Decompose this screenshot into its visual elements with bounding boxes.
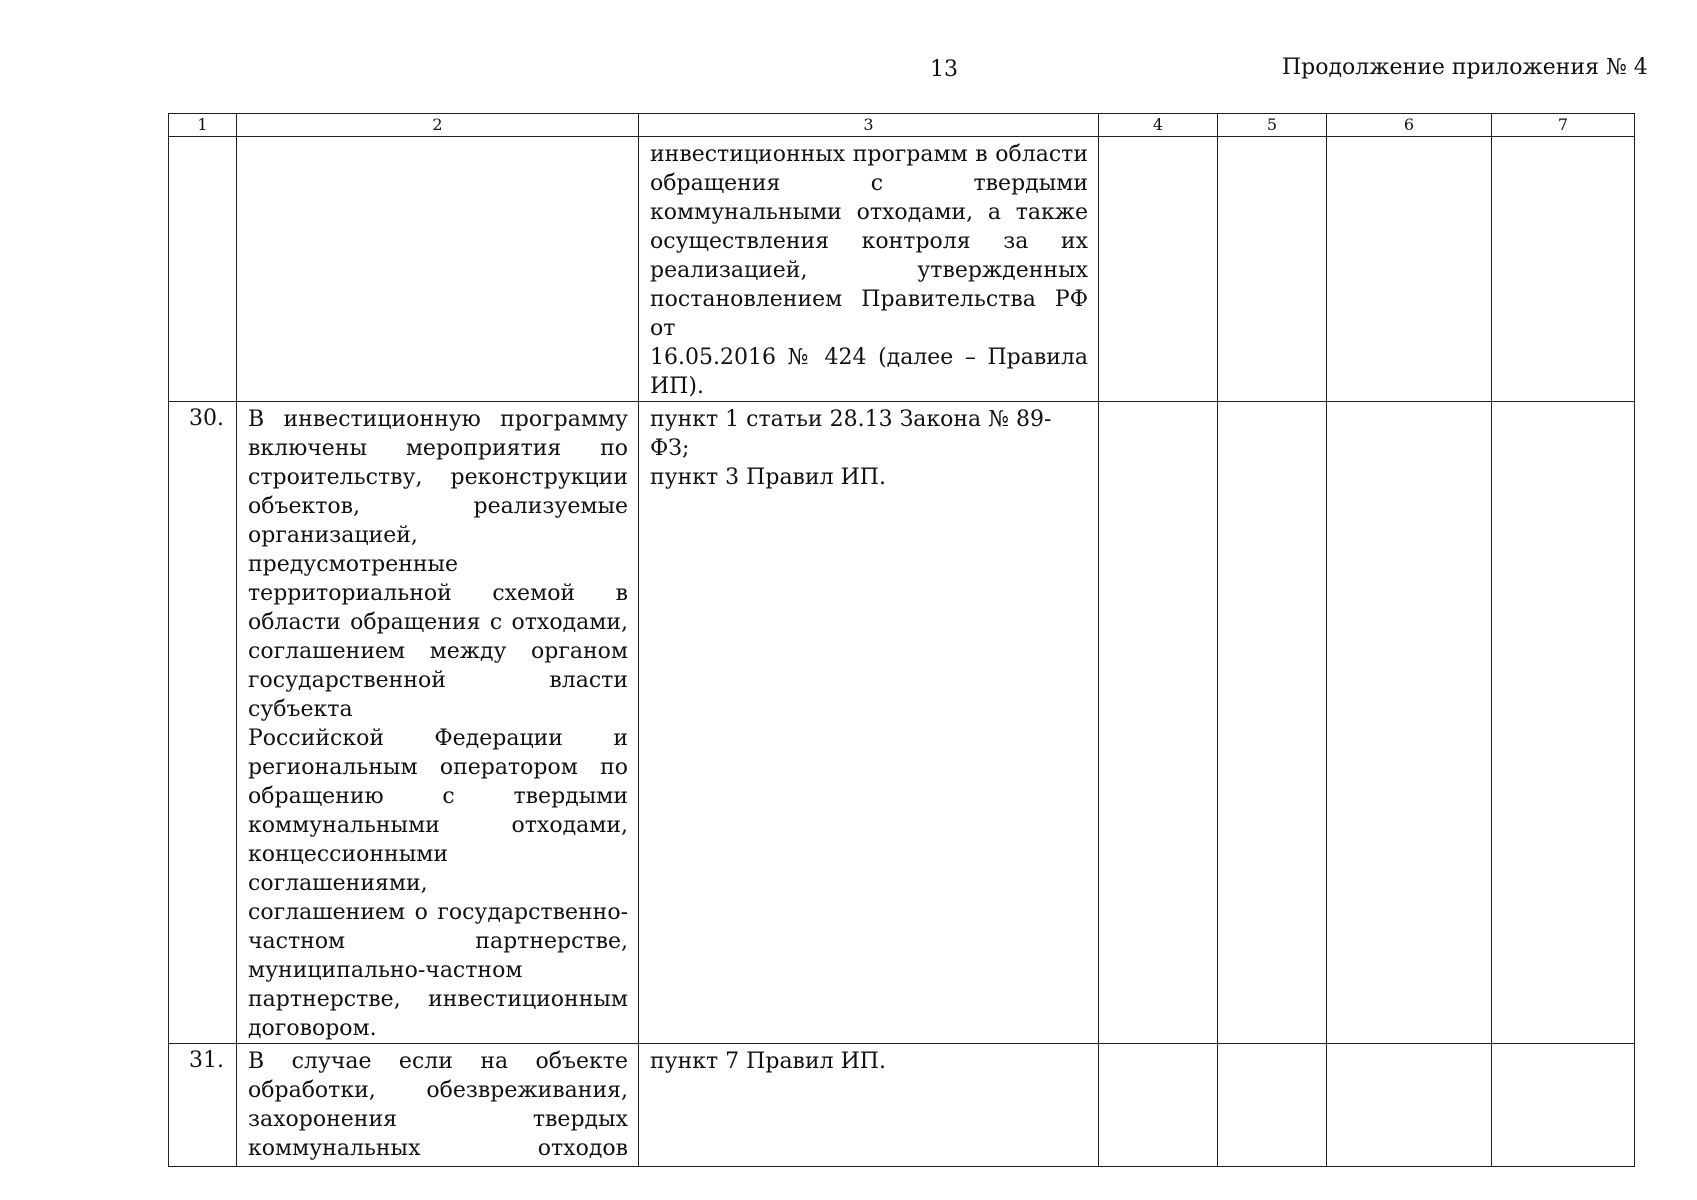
text-line: концессионными соглашениями, xyxy=(248,842,448,896)
row-number: 30. xyxy=(169,402,237,1044)
text-line: соглашением о государственно- xyxy=(248,900,628,925)
text-line: пункт 3 Правил ИП. xyxy=(650,465,886,490)
text-line: объектов, реализуемые xyxy=(248,494,628,519)
text-line: В инвестиционную программу xyxy=(248,407,628,432)
text-line: частном партнерстве, xyxy=(248,929,628,954)
text-line: пункт 1 статьи 28.13 Закона № 89-ФЗ; xyxy=(650,407,1052,461)
text-line: Российской Федерации и xyxy=(248,726,628,751)
empty-cell xyxy=(1492,1044,1635,1167)
text-line: строительству, реконструкции xyxy=(248,465,628,490)
text-line: коммунальными отходами, а также xyxy=(650,200,1088,225)
text-line: обращения с твердыми xyxy=(650,171,1088,196)
text-line: реализацией, утвержденных xyxy=(650,258,1088,283)
requirement-cell xyxy=(237,137,639,402)
legal-basis-cell xyxy=(639,1044,1099,1167)
table-row xyxy=(169,137,1635,402)
text-line: партнерстве, инвестиционным xyxy=(248,987,628,1012)
column-header-4: 4 xyxy=(1099,114,1218,137)
text-line: пункт 7 Правил ИП. xyxy=(650,1049,886,1074)
legal-basis-cell xyxy=(639,137,1099,402)
text-line: осуществления контроля за их xyxy=(650,229,1088,254)
column-header-1: 1 xyxy=(169,114,237,137)
empty-cell xyxy=(1327,137,1492,402)
requirement-cell xyxy=(237,1044,639,1167)
column-header-3: 3 xyxy=(639,114,1099,137)
column-header-5: 5 xyxy=(1218,114,1327,137)
text-line: государственной власти субъекта xyxy=(248,668,628,722)
empty-cell xyxy=(1492,402,1635,1044)
legal-basis-cell xyxy=(639,402,1099,1044)
empty-cell xyxy=(1099,1044,1218,1167)
empty-cell xyxy=(1218,137,1327,402)
page-number: 13 xyxy=(930,57,958,82)
text-line: коммунальных отходов xyxy=(248,1136,628,1161)
table-row xyxy=(169,1044,1635,1167)
continuation-title: Продолжение приложения № 4 xyxy=(1282,55,1648,80)
text-line: соглашением между органом xyxy=(248,639,628,664)
text-line: области обращения с отходами, xyxy=(248,610,628,635)
text-line: обращению с твердыми xyxy=(248,784,628,809)
empty-cell xyxy=(1218,402,1327,1044)
empty-cell xyxy=(1327,1044,1492,1167)
column-number-row xyxy=(169,114,1635,137)
row-number: 31. xyxy=(169,1044,237,1167)
column-header-7: 7 xyxy=(1492,114,1635,137)
text-line: территориальной схемой в xyxy=(248,581,628,606)
text-line: включены мероприятия по xyxy=(248,436,628,461)
text-line: региональным оператором по xyxy=(248,755,628,780)
text-line: инвестиционных программ в области xyxy=(650,142,1088,167)
table-row xyxy=(169,402,1635,1044)
text-line: ИП). xyxy=(650,374,704,399)
empty-cell xyxy=(1327,402,1492,1044)
requirement-cell xyxy=(237,402,639,1044)
column-header-2: 2 xyxy=(237,114,639,137)
text-line: захоронения твердых xyxy=(248,1107,628,1132)
text-line: организацией, предусмотренные xyxy=(248,523,459,577)
text-line: договором. xyxy=(248,1016,377,1041)
text-line: 16.05.2016 № 424 (далее – Правила xyxy=(650,345,1088,370)
text-line: В случае если на объекте xyxy=(248,1049,628,1074)
row-number xyxy=(169,137,237,402)
text-line: обработки, обезвреживания, xyxy=(248,1078,628,1103)
text-line: муниципально-частном xyxy=(248,958,523,983)
column-header-6: 6 xyxy=(1327,114,1492,137)
empty-cell xyxy=(1218,1044,1327,1167)
text-line: коммунальными отходами, xyxy=(248,813,628,838)
text-line: постановлением Правительства РФ от xyxy=(650,287,1088,341)
checklist-table xyxy=(168,113,1635,1167)
empty-cell xyxy=(1099,402,1218,1044)
empty-cell xyxy=(1492,137,1635,402)
empty-cell xyxy=(1099,137,1218,402)
